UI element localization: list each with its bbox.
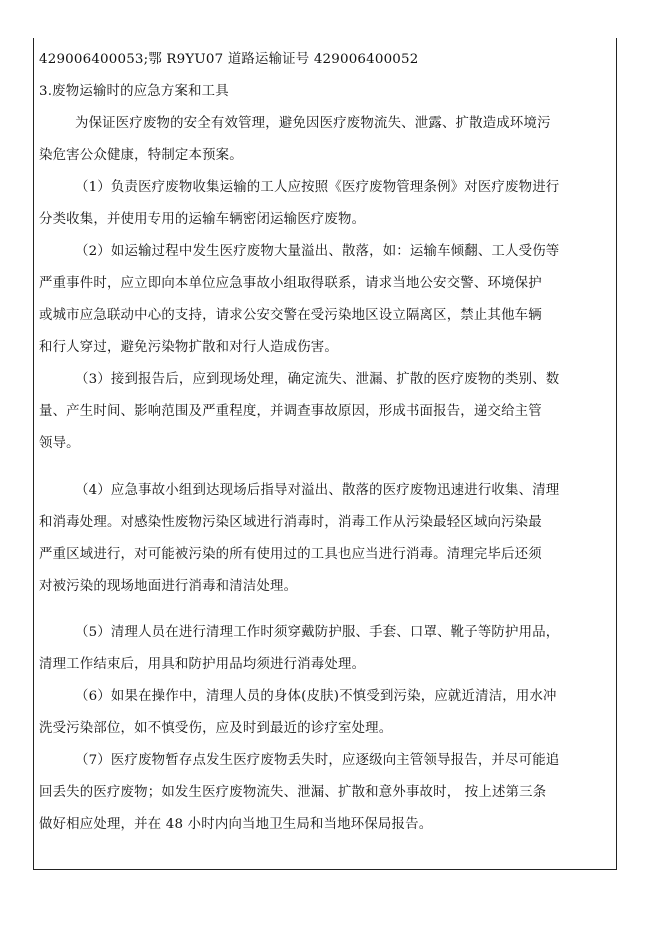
intro-line-1: 为保证医疗废物的安全有效管理，避免因医疗废物流失、泄露、扩散造成环境污 — [75, 116, 551, 131]
item-4-line-2: 和消毒处理。对感染性废物污染区域进行消毒时，消毒工作从污染最轻区域向污染最 — [39, 515, 542, 530]
item-6-line-2: 洗受污染部位，如不慎受伤，应及时到最近的诊疗室处理。 — [39, 721, 393, 736]
item-7-line-2: 回丢失的医疗废物；如发生医疗废物流失、泄漏、扩散和意外事故时， 按上述第三条 — [39, 785, 547, 800]
item-5-line-2: 清理工作结束后，用具和防护用品均须进行消毒处理。 — [39, 657, 366, 672]
intro-line-2: 染危害公众健康，特制定本预案。 — [39, 148, 243, 163]
item-2-line-2: 严重事件时，应立即向本单位应急事故小组取得联系，请求当地公安交警、环境保护 — [39, 276, 542, 291]
section-heading: 3.废物运输时的应急方案和工具 — [39, 84, 229, 99]
item-1-line-1: （1）负责医疗废物收集运输的工人应按照《医疗废物管理条例》对医疗废物进行 — [75, 180, 560, 195]
item-4-line-4: 对被污染的现场地面进行消毒和清洁处理。 — [39, 579, 298, 594]
item-7-line-3: 做好相应处理，并在 48 小时内向当地卫生局和当地环保局报告。 — [39, 817, 433, 832]
item-1-line-2: 分类收集，并使用专用的运输车辆密闭运输医疗废物。 — [39, 212, 366, 227]
spacer — [39, 603, 613, 617]
item-3-line-2: 量、产生时间、影响范围及严重程度，并调查事故原因，形成书面报告，递交给主管 — [39, 404, 542, 419]
item-2-line-4: 和行人穿过，避免污染物扩散和对行人造成伤害。 — [39, 340, 338, 355]
item-3-line-1: （3）接到报告后，应到现场处理，确定流失、泄漏、扩散的医疗废物的类别、数 — [75, 372, 560, 387]
item-2-line-3: 或城市应急联动中心的支持，请求公安交警在受污染地区设立隔离区，禁止其他车辆 — [39, 308, 542, 323]
item-4-line-3: 严重区域进行，对可能被污染的所有使用过的工具也应当进行消毒。清理完毕后还须 — [39, 547, 542, 562]
item-5-line-1: （5）清理人员在进行清理工作时须穿戴防护服、手套、口罩、靴子等防护用品， — [75, 625, 560, 640]
item-4-line-1: （4）应急事故小组到达现场后指导对溢出、散落的医疗废物迅速进行收集、清理 — [75, 483, 560, 498]
document-body — [39, 44, 613, 841]
item-6-line-1: （6）如果在操作中，清理人员的身体(皮肤)不慎受到污染，应就近清洁，用水冲 — [75, 689, 557, 704]
item-2-line-1: （2）如运输过程中发生医疗废物大量溢出、散落，如：运输车倾翻、工人受伤等 — [75, 244, 560, 259]
spacer — [39, 460, 613, 475]
item-7-line-1: （7）医疗废物暂存点发生医疗废物丢失时，应逐级向主管领导报告，并尽可能追 — [75, 753, 560, 768]
permit-number-line: 429006400053;鄂 R9YU07 道路运输证号 429006400052 — [39, 52, 419, 67]
item-3-line-3: 领导。 — [39, 436, 80, 451]
